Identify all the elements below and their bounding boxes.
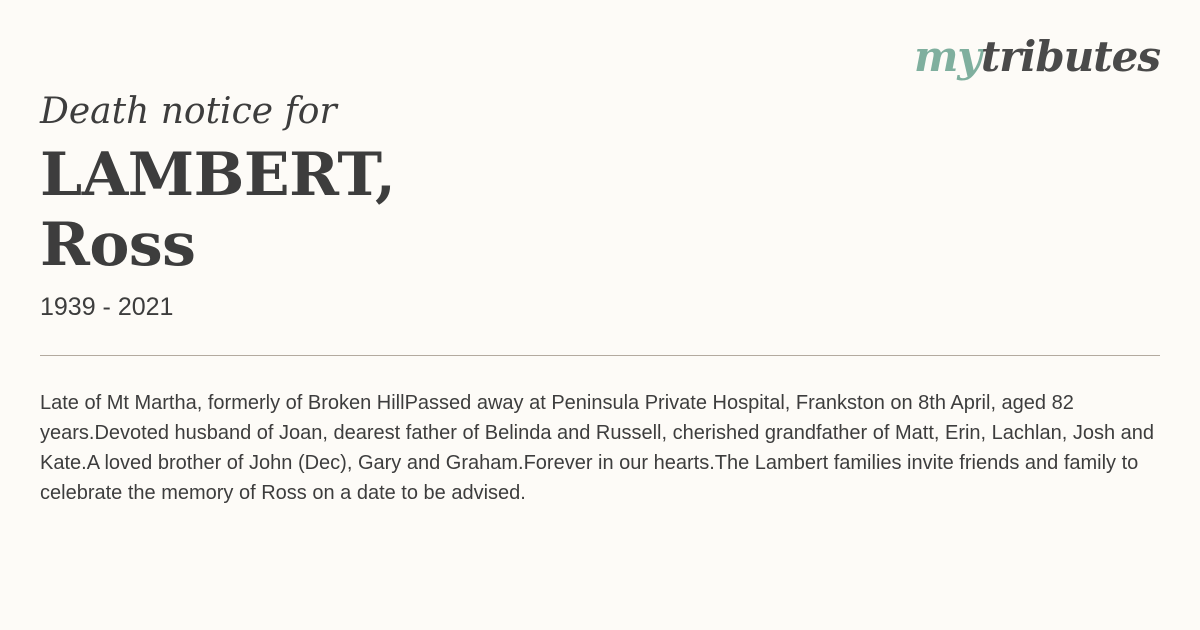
surname: LAMBERT, (40, 140, 396, 210)
life-years: 1939 - 2021 (40, 293, 174, 321)
logo-tributes: tributes (980, 32, 1160, 81)
deceased-name (40, 140, 395, 280)
mytributes-logo[interactable] (913, 32, 1160, 81)
given-name: Ross (40, 210, 196, 280)
notice-body: Late of Mt Martha, formerly of Broken HillPassed away at Peninsula Private Hospital, Frankston on 8th April, aged 82 years.Devoted husband of Joan, dearest father of Belinda and Russell, cherished grandfather of Matt, Erin, Lachlan, Josh and Kate.A loved brother of John (Dec), Gary and Graham.Forever in our hearts.The Lambert families invite friends and family to celebrate the memory of Ross on a date to be advised. (40, 392, 1155, 504)
logo-my: my (913, 32, 981, 81)
divider (40, 355, 1160, 356)
notice-prefix: Death notice for (40, 91, 337, 132)
